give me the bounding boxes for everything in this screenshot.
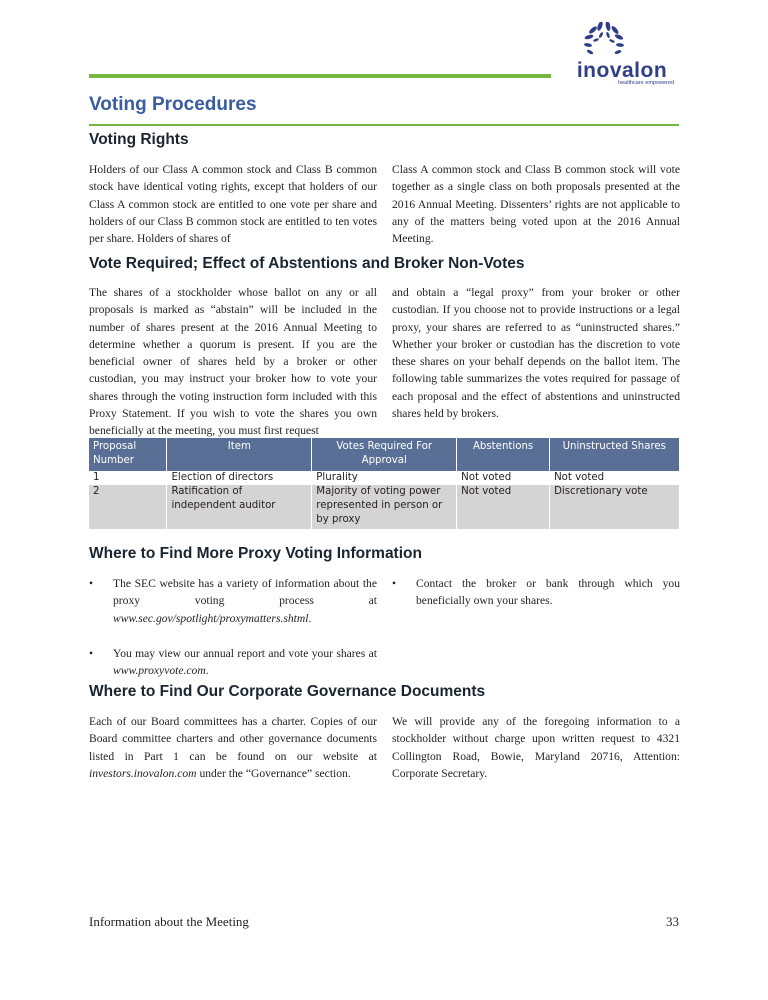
footer-section-label: Information about the Meeting [89, 914, 249, 929]
title-rule [89, 124, 679, 126]
governance-paragraph-right: We will provide any of the foregoing information to a stockholder without charge upon written request to 4321 Collington Road, Bowie, Maryland 20716, Attention: Corporate Secretary. [392, 715, 680, 780]
votes-required-table [89, 438, 679, 529]
logo-wordmark: inovalon [576, 59, 668, 82]
bullet-icon: • [89, 646, 94, 660]
bullet-text-end: . [205, 664, 209, 678]
table-cell: 2 [89, 485, 167, 529]
table-cell: Majority of voting power represented in person or by proxy [312, 485, 457, 529]
header-accent-bar [89, 74, 551, 78]
inovalon-logo [570, 22, 674, 88]
header-abstentions: Abstentions [457, 438, 550, 471]
header-proposal-number: Proposal Number [89, 438, 167, 471]
logo-tagline: healthcare empowered [618, 80, 674, 86]
page-number: 33 [666, 914, 679, 929]
bullet-text: You may view our annual report and vote your shares at [113, 646, 377, 660]
governance-paragraph-left [89, 713, 377, 782]
voting-rights-heading: Voting Rights [89, 131, 189, 148]
table-row [89, 471, 679, 485]
table-cell: 1 [89, 471, 167, 485]
list-item [89, 575, 377, 627]
governance-text-end: under the “Governance” section. [196, 766, 351, 780]
voting-rights-paragraph-left: Holders of our Class A common stock and Class B common stock have identical voting rights, except that holders of our Class A common stock are entitled to one vote per share and holders of our Class B common stock are entitled to ten votes per share. Holders of shares of [89, 163, 377, 246]
bullet-text-end: . [308, 611, 312, 625]
page-title: Voting Procedures [89, 94, 257, 115]
table-cell: Discretionary vote [550, 485, 679, 529]
table-cell: Election of directors [167, 471, 312, 485]
proxyvote-link[interactable]: www.proxyvote.com [113, 664, 206, 678]
header-uninstructed-shares: Uninstructed Shares [550, 438, 679, 471]
bullet-icon: • [392, 577, 397, 590]
more-info-list-left [89, 575, 377, 679]
vote-required-paragraph-right: and obtain a “legal proxy” from your broker or other custodian. If you choose not to provide instructions or a legal proxy, your shares are referred to as “uninstructed shares.” Whether your broker or custodian has the discretion to vote these shares on your behalf depends on the ballot item. The following table summarizes the votes required for passage of each proposal and the effect of abstentions and uninstructed shares held by brokers. [392, 286, 680, 421]
table-header-row [89, 438, 679, 471]
vote-required-paragraph-left: The shares of a stockholder whose ballot on any or all proposals is marked as “abstain” will be included in the number of shares present at the 2016 Annual Meeting to determine whether a quorum is present. If you are the beneficial owner of shares held by a broker or other custodian, you may instruct your broker how to vote your shares through the voting instruction form included with this Proxy Statement. If you wish to vote the shares you own beneficially at the meeting, you must first request [89, 286, 377, 438]
governance-text: Each of our Board committees has a charter. Copies of our Board committee charters and other governance documents listed in Part 1 can be found on our website at [89, 715, 377, 763]
table-cell: Plurality [312, 471, 457, 485]
more-info-list-right [392, 575, 680, 610]
investors-website-link[interactable]: investors.inovalon.com [89, 766, 197, 780]
table-cell: Not voted [457, 485, 550, 529]
bullet-icon: • [89, 577, 94, 590]
table-row [89, 485, 679, 529]
logo-swirl-icon [582, 22, 624, 60]
governance-heading: Where to Find Our Corporate Governance Documents [89, 683, 486, 700]
vote-required-heading: Vote Required; Effect of Abstentions and Broker Non-Votes [89, 255, 525, 272]
list-item [89, 645, 377, 680]
table-cell: Not voted [550, 471, 679, 485]
list-item [392, 575, 680, 610]
bullet-text: Contact the broker or bank through which you beneficially own your shares. [416, 577, 680, 608]
table-cell: Not voted [457, 471, 550, 485]
bullet-text: The SEC website has a variety of information about the proxy voting process at [113, 577, 377, 608]
voting-rights-paragraph-right: Class A common stock and Class B common stock will vote together as a single class on both proposals presented at the 2016 Annual Meeting. Dissenters’ rights are not applicable to any of the matters being voted upon at the 2016 Annual Meeting. [392, 163, 680, 246]
header-item: Item [167, 438, 312, 471]
more-info-heading: Where to Find More Proxy Voting Information [89, 545, 422, 562]
table-cell: Ratification of independent auditor [167, 485, 312, 529]
header-votes-required: Votes Required For Approval [312, 438, 457, 471]
sec-website-link[interactable]: www.sec.gov/spotlight/proxymatters.shtml [113, 611, 309, 625]
